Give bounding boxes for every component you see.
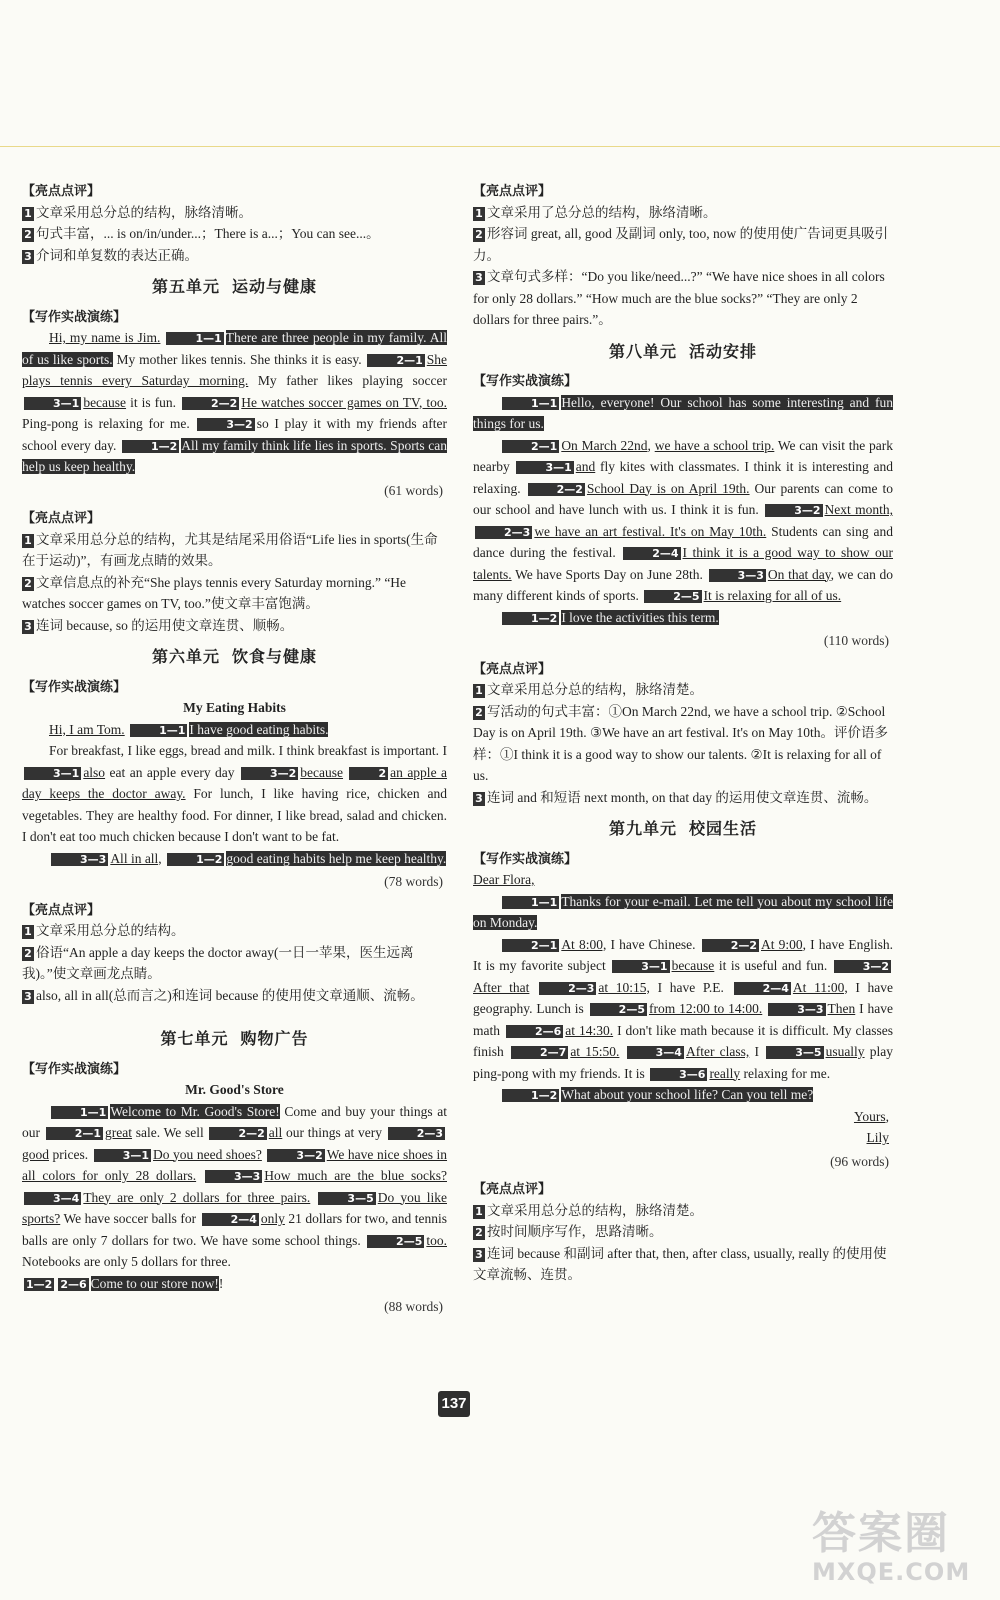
unit-title: 第九单元 校园生活 xyxy=(608,819,758,838)
essay-unit8: 1—1 Hello, everyone! Our school has some interesting and fun things for us. 2—1 On March 22nd, we have a school trip. We can visit the park nearby 3—1 and fly kites with classmates. I think it is interesting and relaxing. 2—2 School Day is on April 19th. Our parents can come to our school and have lunch with us. I think it is fun. 3—2 Next month, 2—3 we have an art festival. It's on May 10th. Students can sing and dance during the festival. 2—4 I think it is a good way to show our talents. We have Sports Day on June 28th. 3—3 On that day, we can do many different kinds of sports. 2—5 It is relaxing for all of us. 1—2 I love the activities this term. xyxy=(473,394,894,625)
unit5-comments: 1 文章采用总分总的结构，尤其是结尾采用俗语“Life lies in sports(生命在于运动)”，有画龙点睛的效果。 2 文章信息点的补充“She plays tennis every Saturday morning.” “He watches soccer games on TV, too.”使文章丰富饱满。 3 连词 because, so 的运用使文章连贯、顺畅。 xyxy=(22,531,438,633)
essay-unit7: 1—1 Welcome to Mr. Good's Store! Come and buy your things at our 2—1 great sale. We sell 2—2 all our things at very 2—3good prices. 3—1 Do you need shoes? 3—2 We have nice shoes in all colors for only 28 dollars. 3—3 How much are the blue socks? 3—4 They are only 2 dollars for three pairs. 3—5 Do you like sports? We have soccer balls for 2—4 only 21 dollars for two, and tennis balls are only 7 dollars for two. We have some school things. 2—5 too. Notebooks are only 5 dollars for three. 1—2 2—6 Come to our store now!! xyxy=(22,1103,448,1291)
comment-item: 2 句式丰富，... is on/in/under...；There is a...；You can see...。 xyxy=(22,223,447,245)
section-label: 【亮点点评】 xyxy=(22,183,101,198)
unit-title: 第六单元 饮食与健康 xyxy=(151,647,318,666)
watermark-cn: 答案圈 xyxy=(812,1508,950,1559)
word-count: (88 words) xyxy=(384,1299,443,1314)
section-label: 【亮点点评】 xyxy=(473,1181,552,1196)
watermark-logo xyxy=(812,1510,982,1590)
word-count: (78 words) xyxy=(384,874,443,889)
letter-closing: Yours, xyxy=(853,1108,889,1124)
section-label: 【亮点点评】 xyxy=(473,183,552,198)
section-label: 【写作实战演练】 xyxy=(22,678,127,694)
word-count: (110 words) xyxy=(823,633,889,648)
left-column xyxy=(22,178,447,1324)
section-label: 【亮点点评】 xyxy=(22,510,101,525)
section-label: 【写作实战演练】 xyxy=(22,308,127,324)
header-rule xyxy=(0,146,1000,147)
unit-title: 第七单元 购物广告 xyxy=(160,1029,309,1048)
essay-unit9: Dear Flora, 1—1 Thanks for your e-mail. Let me tell you about my school life on Monday. 2—1 At 8:00, I have Chinese. 2—2 At 9:00, I have English. It is my favorite subject 3—1 because it is useful and fun. 3—2After that 2—3 at 10:15, I have P.E. 2—4 At 11:00, I have geography. Lunch is 2—5 from 12:00 to 14:00. 3—3 Then I have math 2—6 at 14:30. I don't like math because it is difficult. My classes finish 2—7 at 15:50. 3—4 After class, I 3—5 usually play ping-pong with my friends. It is 3—6 really relaxing for me. 1—2 What about your school life? Can you tell me? xyxy=(473,872,894,1102)
unit-title: 第五单元 运动与健康 xyxy=(151,277,318,296)
word-count: (61 words) xyxy=(384,482,443,498)
section-label: 【亮点点评】 xyxy=(22,901,101,917)
page-number: 137 xyxy=(438,1391,470,1417)
section-label: 【写作实战演练】 xyxy=(473,850,578,866)
section-label: 【写作实战演练】 xyxy=(473,373,578,388)
unit7-comments: 1 文章采用了总分总的结构，脉络清晰。 2 形容词 great, all, good 及副词 only, too, now 的使用使广告词更具吸引力。 3 文章句式多样：“Do you like/need...?” “We have nice shoes in all colors for only 28 dollars.” “How much are the blue socks?” “They are only 2 dollars for three pairs.”。 xyxy=(473,204,889,327)
unit9-comments: 1 文章采用总分总的结构，脉络清楚。 2 按时间顺序写作，思路清晰。 3 连词 because 和副词 after that, then, after class, usually, really 的使用使文章流畅、连贯。 xyxy=(473,1202,887,1282)
comment-item: 1 文章采用总分总的结构，脉络清晰。 xyxy=(22,202,447,224)
essay-title: Mr. Good's Store xyxy=(185,1082,284,1097)
top-comments xyxy=(22,202,447,267)
section-label: 【写作实战演练】 xyxy=(22,1060,127,1076)
letter-signature: Lily xyxy=(866,1130,889,1145)
comment-item: 3 介词和单复数的表达正确。 xyxy=(22,245,447,267)
essay-title: My Eating Habits xyxy=(183,700,286,715)
unit8-comments: 1 文章采用总分总的结构，脉络清楚。 2 写活动的句式丰富：①On March 22nd, we have a school trip. ②School Day is on April 19th. ③We have an art festival. It's on May 10th。评价语多样：①I think it is a good way to show our talents. ②It is relaxing for all of us. 3 连词 and 和短语 next month, on that day 的运用使文章连贯、流畅。 xyxy=(473,682,889,805)
word-count: (96 words) xyxy=(830,1153,889,1169)
unit6-comments: 1 文章采用总分总的结构。 2 俗语“An apple a day keeps the doctor away(一日一苹果，医生远离我)。”使文章画龙点睛。 3 also, all in all(总而言之)和连词 because 的使用使文章通顺、流畅。 xyxy=(22,923,424,1003)
right-column xyxy=(473,178,893,1286)
watermark-en: MXQE.COM xyxy=(812,1558,971,1586)
essay-unit6: Hi, I am Tom. 1—1 I have good eating habits. For breakfast, I like eggs, bread and milk. I think breakfast is important. I 3—1 also eat an apple every day 3—2 because 2 an apple a day keeps the doctor away. For lunch, I like having rice, chicken and vegetables. They are healthy food. For dinner, I like bread, salad and chicken. I don't eat too much chicken because I don't want to be fat. 3—3 All in all, 1—2 good eating habits help me keep healthy. xyxy=(22,721,447,866)
unit-title: 第八单元 活动安排 xyxy=(608,341,758,361)
essay-unit5: Hi, my name is Jim. 1—1 There are three people in my family. All of us like sports. My mother likes tennis. She thinks it is easy. 2—1 She plays tennis every Saturday morning. My father likes playing soccer 3—1 because it is fun. 2—2 He watches soccer games on TV, too. Ping-pong is relaxing for me. 3—2 so I play it with my friends after school every day. 1—2 All my family think life lies in sports. Sports can help us keep healthy. xyxy=(22,330,448,474)
section-label: 【亮点点评】 xyxy=(473,660,552,676)
